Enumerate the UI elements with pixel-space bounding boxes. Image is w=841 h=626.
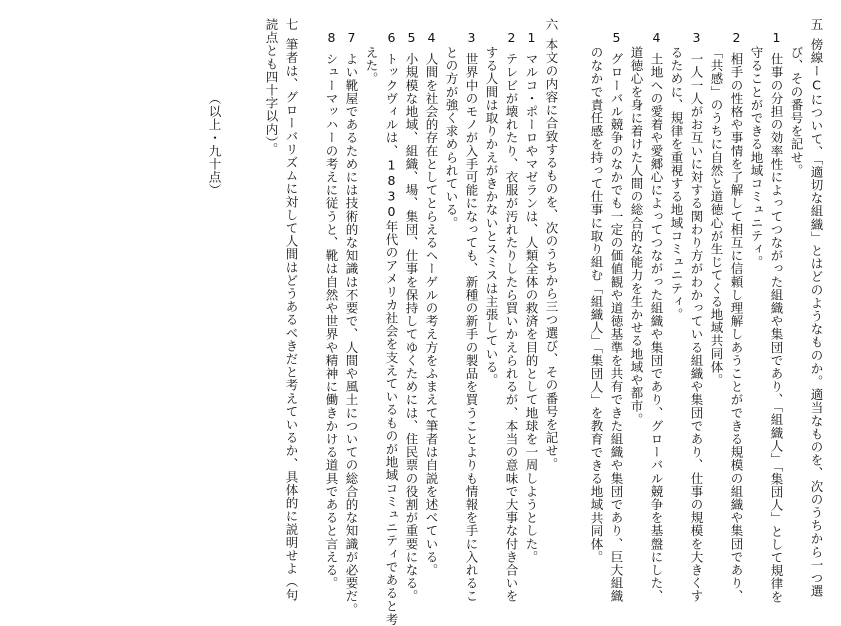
q6-option-6 <box>381 30 401 626</box>
q5-option-2 <box>726 30 746 603</box>
q6-option-5 <box>401 30 421 603</box>
q7-prompt-line2: 読点とも四十字以内）。 <box>264 18 279 156</box>
option-text: 世界中のモノが入手可能になっても、新種の新手の製品を買うことよりも情報を手に入れるこ <box>464 52 479 603</box>
option-number: 3 <box>464 30 479 46</box>
q5-option-2-cont: 「共感」のうちに自然と道徳心が生じてくる地域共同体。 <box>709 46 724 387</box>
option-number: 5 <box>609 30 624 46</box>
q6-prompt <box>541 18 561 583</box>
q6-number: 六 <box>544 18 559 32</box>
option-number: 1 <box>524 30 539 46</box>
q6-option-1 <box>521 30 541 595</box>
option-number: 1 <box>769 30 784 46</box>
q7-number: 七 <box>284 18 299 32</box>
option-number: 3 <box>689 30 704 46</box>
q6-option-4 <box>421 30 441 595</box>
option-text: マルコ・ポーロやマゼランは、人類全体の救済を目的として地球を一周しようとした。 <box>524 52 539 564</box>
option-text: 小規模な地域、組織、場、集団、仕事を保持してゆくためには、住民票の役割が重要になる。 <box>404 52 419 603</box>
q7-prompt-line1 <box>281 18 301 602</box>
option-text: よい靴屋であるためには技術的な知識は不要で、人間や風土についての総合的な知識が必要だ。 <box>344 52 359 616</box>
option-number: 7 <box>344 30 359 46</box>
option-text: シューマッハーの考えに従うと、靴は自然や世界や精神に働きかける道具であると言える。 <box>324 52 339 590</box>
q6-option-2-cont: する人間は取りかえがきかないとスミスは主張している。 <box>484 46 499 387</box>
option-text: 一人一人がお互いに対する関わり方がわかっている組織や集団であり、仕事の規模を大きくす <box>689 52 704 603</box>
option-text: 人間を社会的存在としてとらえるヘーゲルの考え方をふまえて筆者は自説を述べている。 <box>424 52 439 577</box>
q5-option-5 <box>606 30 626 603</box>
option-number: 6 <box>384 30 399 46</box>
option-number: 4 <box>424 30 439 46</box>
q5-number: 五 <box>809 18 824 32</box>
q5-option-5-cont: のなかで責任感を持って仕事に取り組む「組織人」「集団人」を教育できる地域共同体。 <box>589 46 604 564</box>
q6-option-2 <box>501 30 521 603</box>
option-text: 土地への愛着や愛郷心によってつながった組織や集団であり、グローバル競争を基盤にした、 <box>649 52 664 603</box>
option-number: 2 <box>729 30 744 46</box>
q5-option-4-cont: 道徳心を身に着けた人間の総合的な能力を生かせる地域や都市。 <box>629 46 644 426</box>
q5-option-3 <box>686 30 706 603</box>
option-text: グローバル競争のなかでも一定の価値観や道徳基準を共有できた組織や集団であり、巨大組織 <box>609 52 624 603</box>
q5-option-3-cont: るために、規律を重視する地域コミュニティ。 <box>669 46 684 322</box>
q5-option-1 <box>766 30 786 604</box>
option-number: 8 <box>324 30 339 46</box>
q6-option-3 <box>461 30 481 603</box>
option-number: 2 <box>504 30 519 46</box>
option-number: 4 <box>649 30 664 46</box>
option-text: テレビが壊れたり、衣服が汚れたりしたら買いかえられるが、本当の意味で大事な付き合いを <box>504 52 519 603</box>
q5-prompt-text: 傍線ーCについて、「適切な組織」とはどのようなものか。適当なものを、次のうちから一つ選 <box>809 38 824 598</box>
q6-option-3-cont: との方が強く求められている。 <box>444 46 459 230</box>
option-text: トックヴィルは、1830年代のアメリカ社会を支えているものが地域コミュニティであると考 <box>384 52 399 626</box>
q6-option-7 <box>341 30 361 616</box>
q5-prompt-line2: び、その番号を記せ。 <box>789 46 804 177</box>
score-note: （以上・九十点） <box>207 92 222 197</box>
q6-option-8 <box>321 30 341 595</box>
q6-option-6-cont: えた。 <box>364 46 379 86</box>
option-text: 仕事の分担の効率性によってつながった組織や集団であり、「組織人」「集団人」として規律を <box>769 52 784 604</box>
option-number: 5 <box>404 30 419 46</box>
q5-option-1-cont: 守ることができる地域コミュニティ。 <box>749 46 764 269</box>
q5-option-4 <box>646 30 666 603</box>
q6-prompt-text: 本文の内容に合致するものを、次のうちから三つ選び、その番号を記せ。 <box>544 38 559 471</box>
option-text: 相手の性格や事情を了解して相互に信頼し理解しあうことができる規模の組織や集団であり、 <box>729 52 744 603</box>
q5-prompt-line1 <box>806 18 826 598</box>
q7-prompt-text: 筆者は、グローバリズムに対して人間はどうあるべきだと考えているか、具体的に説明せよ（句 <box>284 38 299 602</box>
